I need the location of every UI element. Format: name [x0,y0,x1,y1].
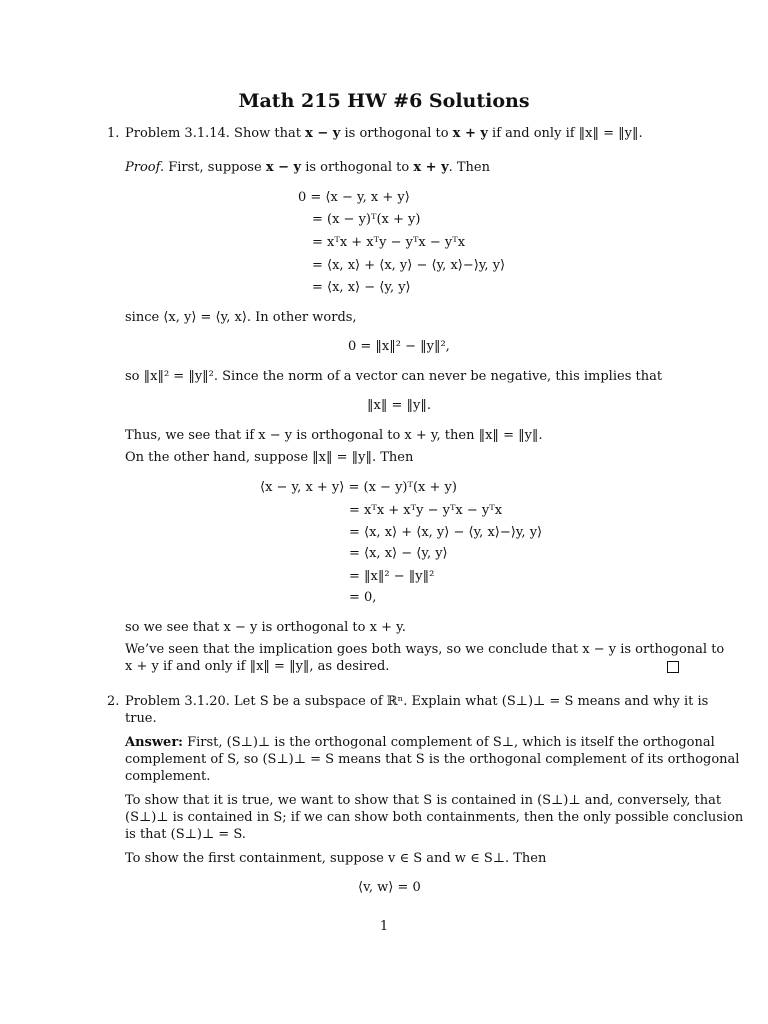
equation-line: = 0, [349,590,377,605]
equation-line: = xᵀx + xᵀy − yᵀx − yᵀx [349,503,503,518]
equation-line: = ‖x‖² − ‖y‖² [349,569,435,584]
math-run: ‖x‖ = ‖y‖ [578,126,639,141]
paragraph-line: so ‖x‖² = ‖y‖². Since the norm of a vector can never be negative, this implies that [125,369,663,384]
problem-1-number: 1. [107,126,120,141]
equation-line: = ⟨x, x⟩ − ⟨y, y⟩ [349,546,448,561]
equation-line: = ⟨x, x⟩ − ⟨y, y⟩ [312,280,411,295]
display-equation: ⟨v, w⟩ = 0 [358,880,421,895]
equation-line: = xᵀx + xᵀy − yᵀx − yᵀx [312,235,466,250]
paragraph-line: (S⊥)⊥ is contained in S; if we can show both containments, then the only possible conclusion [125,810,744,825]
paragraph-line: since ⟨x, y⟩ = ⟨y, x⟩. In other words, [125,310,357,325]
display-equation: ‖x‖ = ‖y‖. [367,398,431,413]
equation-line: ⟨x − y, x + y⟩ = (x − y)ᵀ(x + y) [260,480,457,495]
math-run: x + y [452,126,488,141]
problem-2-number: 2. [107,694,120,709]
paragraph-line: On the other hand, suppose ‖x‖ = ‖y‖. Then [125,450,414,465]
paragraph-line: x + y if and only if ‖x‖ = ‖y‖, as desired. [125,659,390,674]
display-equation: 0 = ‖x‖² − ‖y‖², [348,339,450,354]
text-run: is orthogonal to [340,126,453,141]
answer-line [125,735,715,751]
equation-line: 0 = ⟨x − y, x + y⟩ [298,190,410,205]
document-title: Math 215 HW #6 Solutions [238,90,530,112]
text-run: is orthogonal to [301,160,414,175]
problem-1-statement [125,126,643,142]
problem-2-statement: Problem 3.1.20. Let S be a subspace of ℝⁿ. Explain what (S⊥)⊥ = S means and why it is [125,694,709,709]
equation-line: = (x − y)ᵀ(x + y) [312,212,421,227]
text-run: Problem 3.1.14. Show that [125,126,306,141]
text-run: First, (S⊥)⊥ is the orthogonal complement of S⊥, which is itself the orthogonal [182,735,715,750]
proof-intro [125,160,490,176]
proof-label: Proof. [125,160,165,175]
paragraph-line: To show the first containment, suppose v ∈ S and w ∈ S⊥. Then [125,851,547,866]
equation-line: = ⟨x, x⟩ + ⟨x, y⟩ − ⟨y, x⟩−⟩y, y⟩ [312,258,506,273]
answer-label: Answer: [125,735,183,750]
paragraph-line: Thus, we see that if x − y is orthogonal to x + y, then ‖x‖ = ‖y‖. [125,428,543,443]
text-run: if and only if [487,126,579,141]
qed-box-icon [667,661,679,673]
paragraph-line: so we see that x − y is orthogonal to x + y. [125,620,406,635]
math-run: x − y [305,126,341,141]
paragraph-line: complement. [125,769,211,784]
text-run: First, suppose [164,160,266,175]
math-run: x + y [413,160,449,175]
page-number: 1 [379,919,389,934]
text-run: . Then [448,160,490,175]
math-run: x − y [265,160,302,175]
text-run: . [638,126,643,141]
equation-line: = ⟨x, x⟩ + ⟨x, y⟩ − ⟨y, x⟩−⟩y, y⟩ [349,525,543,540]
paragraph-line: To show that it is true, we want to show that S is contained in (S⊥)⊥ and, conversely, that [125,793,722,808]
paragraph-line: We’ve seen that the implication goes both ways, so we conclude that x − y is orthogonal to [125,642,725,657]
paragraph-line: is that (S⊥)⊥ = S. [125,827,246,842]
problem-2-statement-cont: true. [125,711,157,726]
paragraph-line: complement of S, so (S⊥)⊥ = S means that S is the orthogonal complement of its orthogonal [125,752,740,767]
